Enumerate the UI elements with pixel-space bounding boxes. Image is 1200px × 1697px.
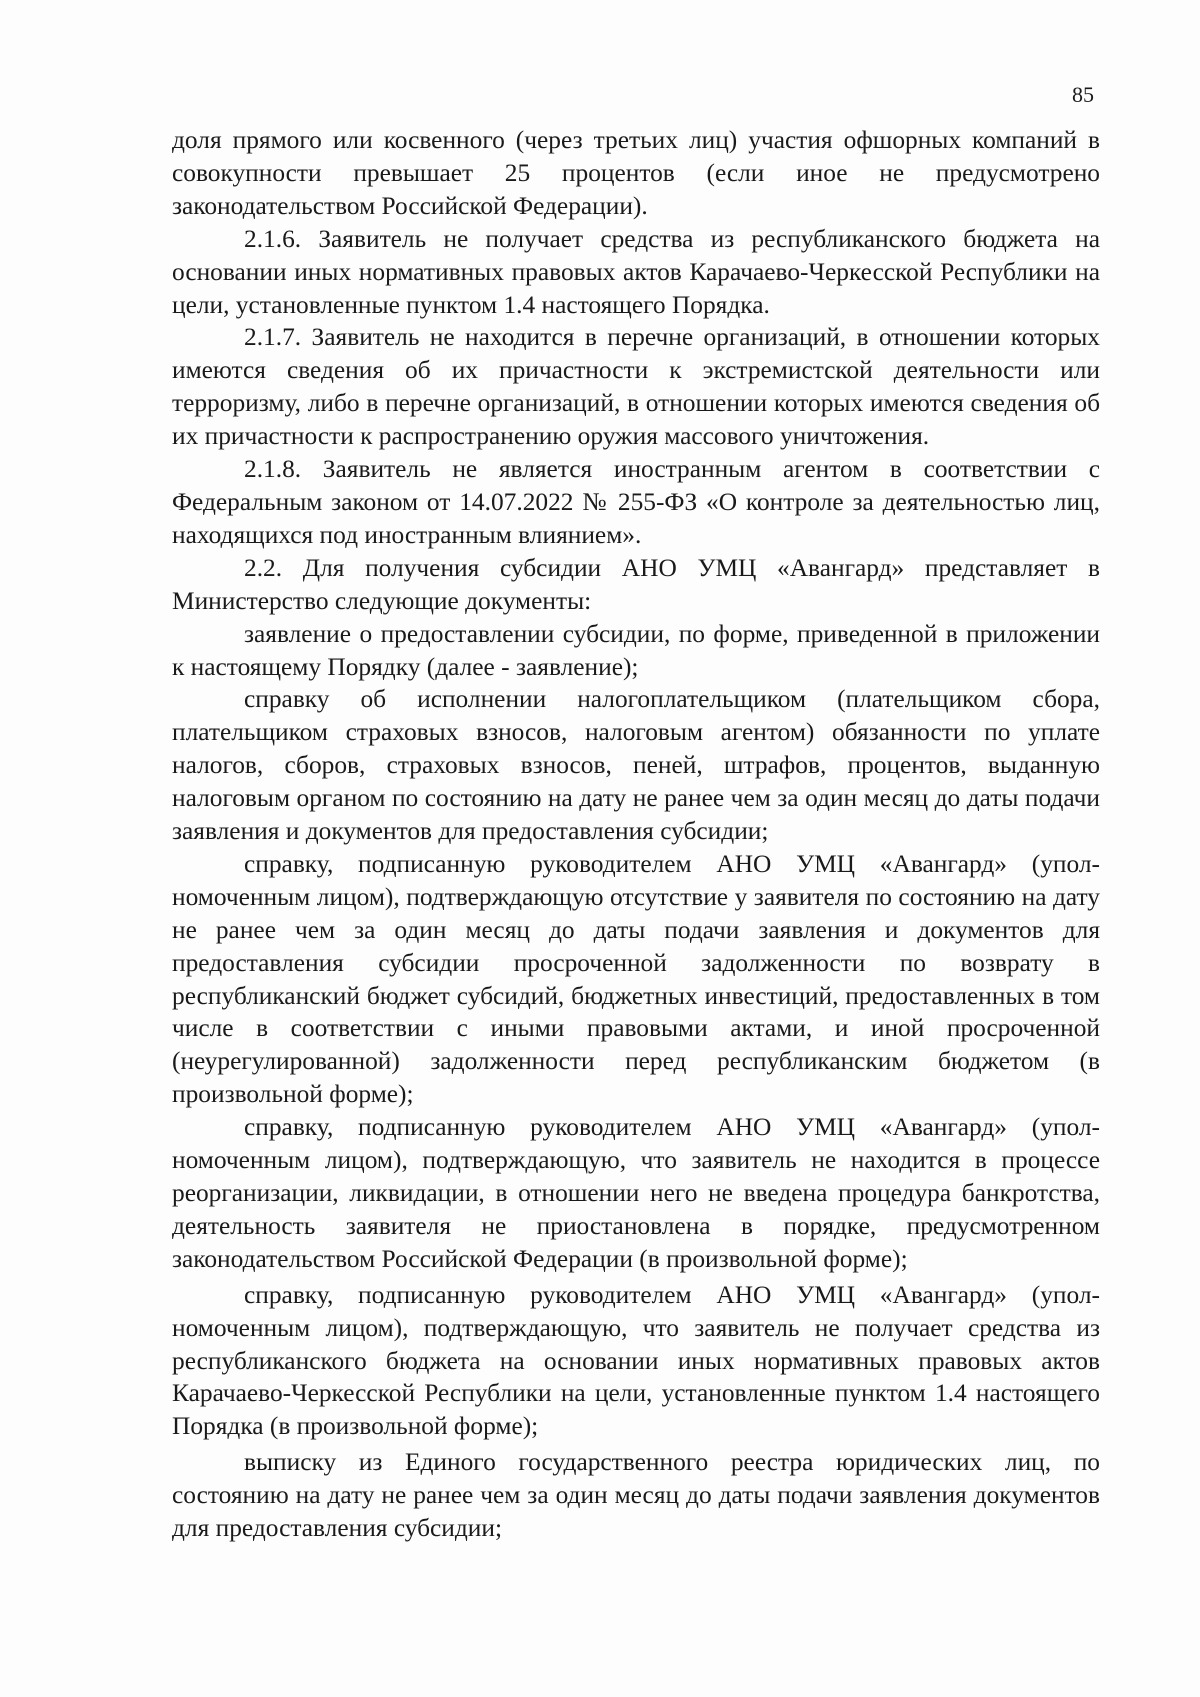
list-item-tax-certificate: справку об исполнении налогоплательщиком (плательщиком сбора, плательщиком страховых взносов, налоговым агентом) обязанности по уплате налогов, сборов, страховых взносов, пеней, штрафов, процентов, выданную налоговым органом по состоянию на дату не ранее чем за один месяц до даты подачи заявления и документов для предоставления субсидии; — [172, 685, 1100, 846]
paragraph-2-1-7: 2.1.7. Заявитель не находится в перечне организаций, в отношении которых имеются сведения об их причастности к экстремистской деятельности или терроризму, либо в перечне организаций, в отношении которых имеются сведения об их причастности к распространению оружия массового уничтожения. — [172, 323, 1100, 451]
document-body — [172, 124, 1100, 1545]
paragraph-2-1-6: 2.1.6. Заявитель не получает средства из республиканского бюджета на основании иных нормативных правовых актов Карачаево-Черкесской Республики на цели, установленные пунктом 1.4 настоящего Порядка. — [172, 224, 1100, 319]
page-number: 85 — [1072, 82, 1094, 107]
paragraph-continuation: доля прямого или косвенного (через третьих лиц) участия офшорных компаний в совокупности превышает 25 процентов (если иное не предусмотрено законодательством Российской Федерации). — [172, 126, 1100, 220]
list-item-application: заявление о предоставлении субсидии, по форме, приведенной в приложении к настоящему Порядку (далее - заявление); — [172, 619, 1100, 681]
list-item-debt-certificate: справку, подписанную руководителем АНО УМЦ «Авангард» (уполномоченным лицом), подтверждающую отсутствие у заявителя по состоянию на дату не ранее чем за один месяц до даты подачи заявления и документов для предоставления субсидии просроченной задолженности по возврату в республиканский бюджет субсидий, бюджетных инвестиций, предоставленных в том числе в соответствии с иными правовыми актами, и иной просроченной (неурегулированной) задолженности перед республиканским бюджетом (в произвольной форме); — [172, 849, 1100, 1109]
list-item-registry-extract: выписку из Единого государственного реестра юридических лиц, по состоянию на дату не ранее чем за один месяц до даты подачи заявления документов для предоставления субсидии; — [172, 1448, 1100, 1543]
paragraph-2-2: 2.2. Для получения субсидии АНО УМЦ «Авангард» представляет в Министерство следующие документы: — [172, 553, 1100, 615]
list-item-funding-certificate: справку, подписанную руководителем АНО УМЦ «Авангард» (уполномоченным лицом), подтверждающую, что заявитель не получает средства из республиканского бюджета на основании иных нормативных правовых актов Карачаево-Черкесской Республики на цели, установленные пунктом 1.4 настоящего Порядка (в произвольной форме); — [172, 1280, 1100, 1441]
list-item-reorganization-certificate: справку, подписанную руководителем АНО УМЦ «Авангард» (уполномоченным лицом), подтверждающую, что заявитель не находится в процессе реорганизации, ликвидации, в отношении него не введена процедура банкротства, деятельность заявителя не приостановлена в порядке, предусмотренном законодательством Российской Федерации (в произвольной форме); — [172, 1113, 1100, 1273]
paragraph-2-1-8: 2.1.8. Заявитель не является иностранным агентом в соответствии с Федеральным законом от 14.07.2022 № 255-ФЗ «О контроле за деятельностью лиц, находящихся под иностранным влиянием». — [172, 455, 1100, 549]
